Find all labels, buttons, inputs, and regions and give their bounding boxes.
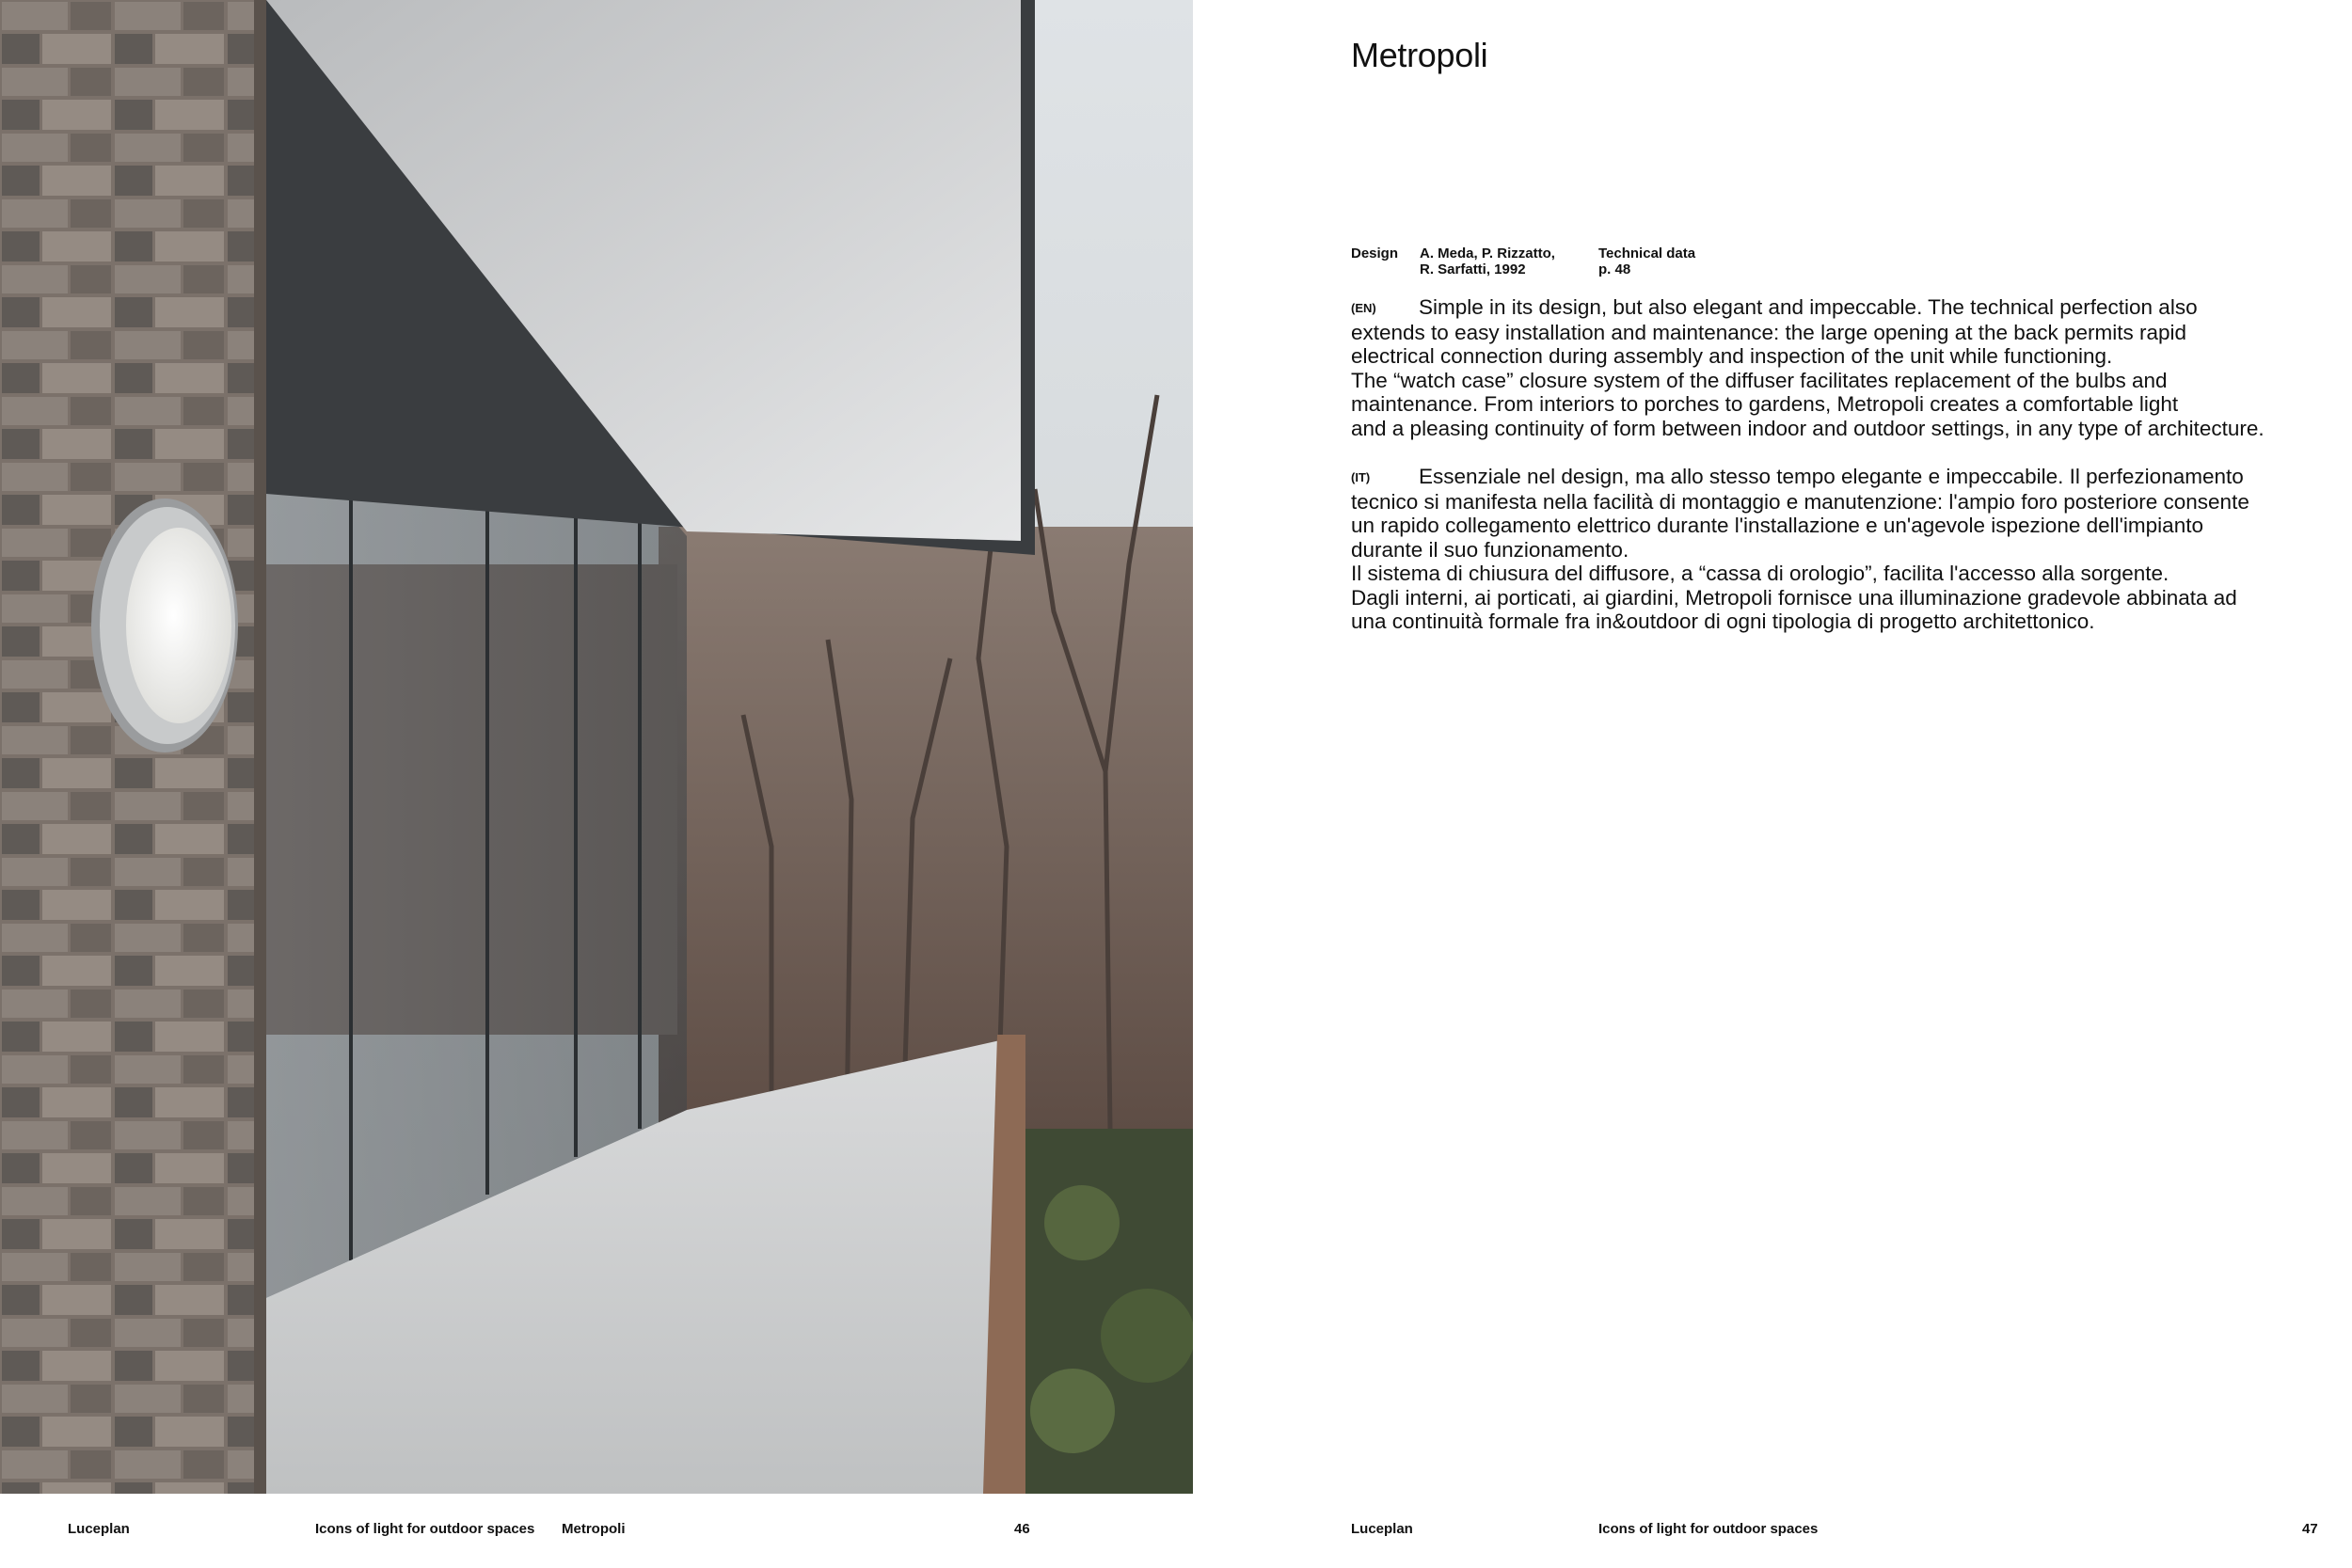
design-credits	[1420, 245, 1555, 277]
language-label-it: (IT)	[1351, 470, 1371, 484]
description-line: durante il suo funzionamento.	[1351, 537, 1629, 562]
product-photo	[0, 0, 1193, 1494]
description-line: extends to easy installation and maintenance: the large opening at the back permits rapid	[1351, 320, 2187, 344]
description-line: (IT) Essenziale nel design, ma allo stesso tempo elegante e impeccabile. Il perfezionamento	[1351, 465, 2244, 488]
description-line: maintenance. From interiors to porches to gardens, Metropoli creates a comfortable light	[1351, 392, 2179, 416]
description-line: and a pleasing continuity of form between indoor and outdoor settings, in any type of architecture.	[1351, 416, 2265, 440]
technical-data	[1598, 245, 1695, 277]
design-credits-line: R. Sarfatti, 1992	[1420, 261, 1526, 277]
description-it	[1351, 465, 2329, 634]
description-line: electrical connection during assembly and inspection of the unit while functioning.	[1351, 344, 2113, 368]
language-label-en: (EN)	[1351, 301, 1376, 315]
description-line: The “watch case” closure system of the diffuser facilitates replacement of the bulbs and	[1351, 368, 2168, 392]
description-line: un rapido collegamento elettrico durante l'installazione e un'agevole ispezione dell'impianto	[1351, 514, 2203, 537]
description-line: una continuità formale fra in&outdoor di ogni tipologia di progetto architettonico.	[1351, 610, 2095, 633]
footer-brand-left: Luceplan	[68, 1521, 130, 1537]
technical-data-page-link[interactable]: p. 48	[1598, 261, 1631, 277]
footer-product-left: Metropoli	[562, 1521, 626, 1537]
description-en	[1351, 295, 2329, 440]
page-title: Metropoli	[1351, 36, 1488, 74]
description-line: Dagli interni, ai porticati, ai giardini, Metropoli fornisce una illuminazione gradevole abbinata ad	[1351, 585, 2237, 610]
footer-brand-right: Luceplan	[1351, 1521, 1413, 1537]
design-credits-line: A. Meda, P. Rizzatto,	[1420, 245, 1555, 261]
page-number-right: 47	[2302, 1521, 2318, 1537]
description-line: tecnico si manifesta nella facilità di montaggio e manutenzione: l'ampio foro posteriore consente	[1351, 489, 2249, 514]
technical-data-label: Technical data	[1598, 245, 1696, 261]
footer-series-left: Icons of light for outdoor spaces	[315, 1521, 535, 1537]
description-line: (EN) Simple in its design, but also elegant and impeccable. The technical perfection also	[1351, 295, 2198, 319]
page-number-left: 46	[1014, 1521, 1030, 1537]
design-label: Design	[1351, 245, 1399, 261]
description-line: Il sistema di chiusura del diffusore, a “cassa di orologio”, facilita l'accesso alla sorgente.	[1351, 562, 2169, 585]
footer-series-right: Icons of light for outdoor spaces	[1598, 1521, 1819, 1537]
